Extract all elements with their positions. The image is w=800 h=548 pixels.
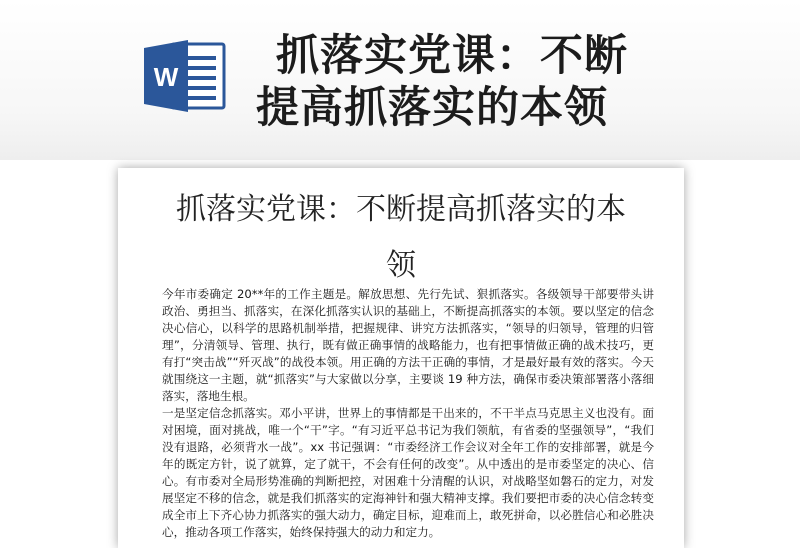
body-paragraph-2: 一是坚定信念抓落实。邓小平讲，世界上的事情都是干出来的，不干半点马克思主义也没有。面对困境，面对挑战，唯一个“干”字。“有习近平总书记为我们领航，有省委的坚强领导”，“我们没有退路，必须背水一战”。xx 书记强调：“市委经济工作会议对全年工作的安排部署，就是今年的既定方针，说了就算，定了就干，不会有任何的改变”。从中透出的是市委坚定的决心、信心。有市委对全局形势准确的判断把控，对困难十分清醒的认识，对战略坚如磐石的定力，对发展坚定不移的信念，就是我们抓落实的定海神针和强大精神支撑。我们要把市委的决心信念转变成全市上下齐心协力抓落实的强大动力，确定目标，迎难而上，敢死拼命，以必胜信心和必胜决心，推动各项工作落实，始终保持强大的动力和定力。	[162, 406, 654, 539]
document-body	[162, 286, 654, 541]
word-document-icon	[142, 38, 228, 114]
document-page	[118, 168, 684, 548]
document-title	[118, 182, 684, 294]
document-title-line-2: 领	[386, 248, 416, 283]
header-banner	[0, 0, 800, 160]
banner-title	[256, 30, 696, 134]
document-title-line-1: 抓落实党课：不断提高抓落实的本	[176, 192, 626, 227]
svg-text:W: W	[153, 62, 179, 92]
banner-title-line-1: 抓落实党课：不断	[276, 31, 628, 81]
body-paragraph-1: 今年市委确定 20**年的工作主题是。解放思想、先行先试、狠抓落实。各级领导干部要带头讲政治、勇担当、抓落实，在深化抓落实认识的基础上，不断提高抓落实的本领。要以坚定的信念决心信心，以科学的思路机制举措，把握规律、讲究方法抓落实，“领导的归领导，管理的归管理”，分清领导、管理、执行，既有做正确事情的战略能力，也有把事情做正确的战术技巧，更有打“突击战”“歼灭战”的战役本领。用正确的方法干正确的事情，才是最好最有效的落实。今天就围绕这一主题，就“抓落实”与大家做以分享，主要谈 19 种方法，确保市委决策部署落小落细落实，落地生根。	[162, 287, 654, 403]
banner-title-line-2: 提高抓落实的本领	[256, 83, 608, 133]
